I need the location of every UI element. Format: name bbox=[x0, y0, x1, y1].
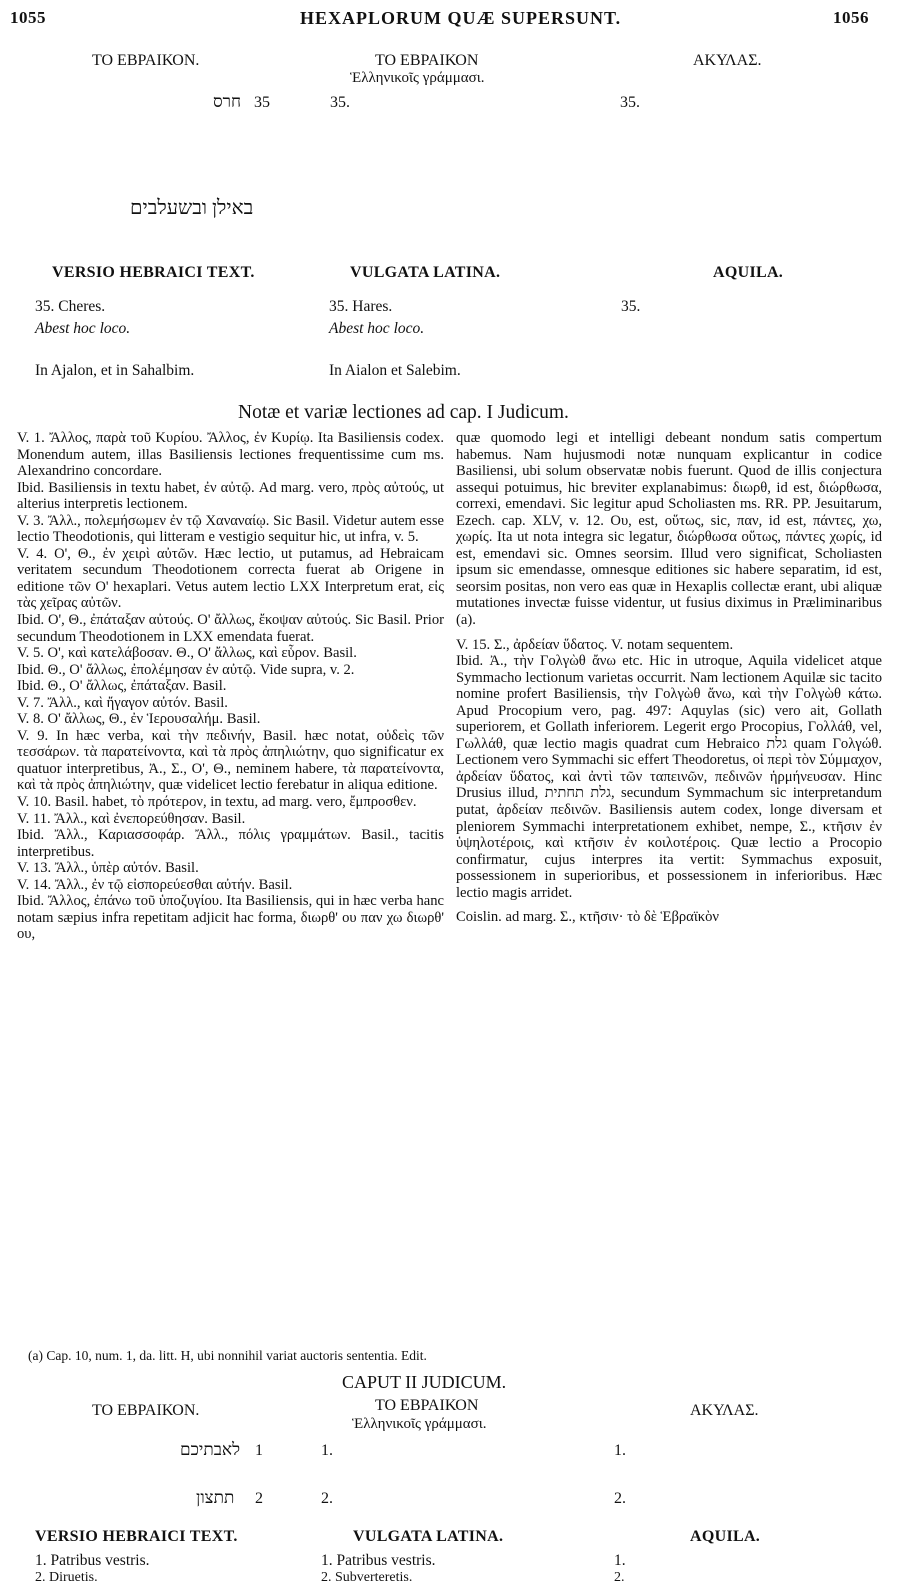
chapter-title: CAPUT II JUDICUM. bbox=[342, 1372, 507, 1392]
notes-title: Notæ et variæ lectiones ad cap. I Judicum. bbox=[238, 402, 569, 423]
note-paragraph: V. 3. Ἄλλ., πολεμήσωμεν ἐν τῷ Χαναναίῳ. Sic Basil. Videtur autem esse lectio Theodotionis, qui litteram e vestigio sequitur hic, ut infra, v. 5. bbox=[17, 512, 444, 546]
aquila-1: 1. bbox=[614, 1552, 626, 1569]
greek-column-35: 35. bbox=[330, 94, 350, 111]
latin-header-1: VERSIO HEBRAICI TEXT. bbox=[52, 264, 255, 281]
note-paragraph: V. 14. Ἄλλ., ἐν τῷ εἰσπορεύεσθαι αὐτήν. Basil. bbox=[17, 876, 293, 893]
hebrew-version-35: 35. Cheres. bbox=[35, 298, 106, 315]
hebrew-version-2: 2. Diruetis. bbox=[35, 1570, 98, 1585]
note-paragraph: Ibid. Θ., Ο' ἄλλως, ἐπολέμησαν ἐν αὐτῷ. Vide supra, v. 2. bbox=[17, 661, 355, 678]
notes-right-column bbox=[456, 430, 882, 926]
aquila-35: 35. bbox=[621, 298, 641, 315]
page-number-left: 1055 bbox=[10, 8, 46, 27]
vulgate-35: 35. Hares. bbox=[329, 298, 393, 315]
aquila-column-1: 1. bbox=[614, 1442, 626, 1459]
hebrew-number-35: 35 bbox=[254, 94, 270, 111]
latin-header-3: AQUILA. bbox=[713, 264, 784, 281]
note-paragraph: V. 10. Basil. habet, τὸ πρότερον, in textu, ad marg. vero, ἔμπροσθεν. bbox=[17, 794, 417, 811]
note-paragraph: V. 13. Ἄλλ., ὑπὲρ αὐτόν. Basil. bbox=[17, 860, 199, 877]
hebrew-word-35: חרס bbox=[213, 92, 242, 111]
footnote: (a) Cap. 10, num. 1, da. litt. H, ubi nonnihil variat auctoris sententia. Edit. bbox=[28, 1348, 427, 1363]
note-paragraph: V. 11. Ἄλλ., καὶ ἐνεπορεύθησαν. Basil. bbox=[17, 810, 246, 827]
greek-column-2: 2. bbox=[321, 1490, 333, 1507]
vulgate-2: 2. Subverteretis. bbox=[321, 1570, 413, 1585]
notes-left-column bbox=[17, 430, 444, 943]
col2-subheader-2: Ἑλληνικοῖς γράμμασι. bbox=[352, 1416, 487, 1432]
note-paragraph: V. 9. In hæc verba, καὶ τὴν πεδινήν, Basil. hæc notat, οὐδεὶς τῶν τεσσάρων. τὰ παρατείνοντα, καὶ τὰ πρὸς ἀπηλιώτην, quo significatur ex quatuor interpretibus, Ἀ., Σ., Ο', Θ., neminem habere, τὰ παρατείνοντα, καὶ τὰ πρὸς ἀπηλιώτην, quæ videlicet lectio ferebatur in aliqua editione. bbox=[17, 727, 444, 794]
note-paragraph: Coislin. ad marg. Σ., κτῆσιν· τὸ δὲ Ἑβραϊκὸν bbox=[456, 909, 720, 926]
aquila-column-35: 35. bbox=[620, 94, 640, 111]
greek-column-1: 1. bbox=[321, 1442, 333, 1459]
latin-header-3-2: AQUILA. bbox=[690, 1528, 761, 1545]
col1-header-2: ΤΟ ΕΒΡΑΙΚΟΝ. bbox=[92, 1402, 200, 1419]
note-paragraph: Ibid. Ἀ., τὴν Γολγὼθ ἄνω etc. Hic in utroque, Aquila videlicet atque Symmacho lectionum varietas occurrit. Nam lectionem Aquilæ sic tacito nomine profert Basiliensis, τὴν Γολγὼθ ἄνω, καὶ τὴν Γολγὼθ κάτω. Apud Procopium vero, pag. 497: Aquylas (sic) vero ait, Gollath superiorem, et Gollath inferiorem. Legerit ergo Procopius, Γολλάθ, vel, Γωλλάθ, quæ lectio magis quadrat cum Hebraico גלת quam Γολγώθ. Lectionem vero Symmachi sic effert Theodoretus, οἱ περὶ τὸν Σύμμαχον, ἀρδείαν ὕδατος, καὶ ἀντὶ τῶν ταπεινῶν, πεδινῶν ἡρμήνευσαν. Hinc Drusius illud, גלת תחתית, secundum Symmachum sic interpretandum putat, ἀρδείαν πεδινῶν. Basiliensis autem codex, longe diversam et pleniorem Symmachi interpretationem exhibet, nempe, Σ., κτῆσιν ἐν ὑψηλοτέροις, καὶ κτῆσιν ἐν κοιλοτέροις. Quæ lectio a Procopio confirmatur, cujus interpres ita vertit: Symmachus exposuit, possessionem in superioribus, et possessionem in inferioribus. Hæc lectio magis arridet. bbox=[456, 653, 883, 901]
vulgate-aialon: In Aialon et Salebim. bbox=[329, 362, 461, 379]
note-paragraph: V. 5. Ο', καὶ κατελάβοσαν. Θ., Ο' ἄλλως, καὶ εὗρον. Basil. bbox=[17, 645, 357, 662]
col2-header-2: ΤΟ ΕΒΡΑΙΚΟΝ bbox=[375, 1397, 479, 1414]
note-paragraph: Ibid. Ἄλλος, ἐπάνω τοῦ ὑποζυγίου. Ita Basiliensis, qui in hæc verba hanc notam sæpius infra repetitam adjicit hac forma, διωρθ' ου παν χω διωρθ' ου, bbox=[17, 893, 444, 943]
note-paragraph: V. 4. Ο', Θ., ἐν χειρὶ αὐτῶν. Hæc lectio, ut putamus, ad Hebraicam veritatem secundum Theodotionem correcta fuerat ab Origene in editione τῶν Ο' hexaplari. Vetus autem lectio LXX Interpretum erat, εἰς τὰς χεῖρας αὐτῶν. bbox=[17, 545, 444, 612]
col3-header: ΑΚΥΛΑΣ. bbox=[693, 52, 762, 69]
abest-note-2: Abest hoc loco. bbox=[329, 320, 425, 337]
col1-header: ΤΟ ΕΒΡΑΙΚΟΝ. bbox=[92, 52, 200, 69]
col2-header: ΤΟ ΕΒΡΑΙΚΟΝ bbox=[375, 52, 479, 69]
note-paragraph: V. 15. Σ., ἀρδείαν ὕδατος. V. notam sequentem. bbox=[456, 636, 734, 653]
note-paragraph: V. 8. Ο' ἄλλως, Θ., ἐν Ἱερουσαλήμ. Basil. bbox=[17, 711, 261, 728]
note-paragraph: quæ quomodo legi et intelligi debeant nondum satis compertum habemus. Nam hujusmodi notæ nunquam explicantur in codice Basiliensi, ubi solum observatæ nobis fuerunt. Quod de illis conjectura assequi potuimus, hic breviter explanabimus: διωρθ, id est, διώρθωσα, correxi, emendavi. Sic legitur apud Scholiasten ms. RR. PP. Jesuitarum, Ezech. cap. XLV, v. 12. Ου, est, οὕτως, sic, παν, id est, πάντες, χω, χωρίς. Ita ut nota integra sic legatur, διώρθωσα οὕτως, πάντες χωρίς, id est, emendavi sic. Omnes seorsim. Illud vero significat, Scholiasten ipsum sic emendasse, omnesque editiones sic habere separatim, id est, seorsim positas, non vero eas quæ in Hexaplis collectæ erant, ubi aliquæ mutationes invectæ fuisse videntur, ut fusius diximus in Præliminaribus (a). bbox=[456, 430, 882, 629]
latin-header-2: VULGATA LATINA. bbox=[350, 264, 501, 281]
latin-header-1-2: VERSIO HEBRAICI TEXT. bbox=[35, 1528, 238, 1545]
abest-note-1: Abest hoc loco. bbox=[35, 320, 131, 337]
latin-header-2-2: VULGATA LATINA. bbox=[353, 1528, 504, 1545]
page-number-right: 1056 bbox=[833, 8, 869, 27]
hebrew-number-1: 1 bbox=[255, 1442, 263, 1459]
hebrew-word-2: תתצון bbox=[196, 1488, 235, 1507]
col2-subheader: Ἑλληνικοῖς γράμμασι. bbox=[350, 70, 485, 86]
aquila-column-2: 2. bbox=[614, 1490, 626, 1507]
hebrew-number-2: 2 bbox=[255, 1490, 263, 1507]
hebrew-word-1: לאבתיכם bbox=[180, 1440, 241, 1459]
vulgate-1: 1. Patribus vestris. bbox=[321, 1552, 436, 1569]
note-paragraph: Ibid. Θ., Ο' ἄλλως, ἐπάταξαν. Basil. bbox=[17, 678, 227, 695]
running-title: HEXAPLORUM QUÆ SUPERSUNT. bbox=[300, 8, 622, 28]
note-paragraph: Ibid. Ο', Θ., ἐπάταξαν αὐτούς. Ο' ἄλλως, ἔκοψαν αὐτούς. Sic Basil. Prior secundum Theodotionem in LXX emendata fuerat. bbox=[17, 612, 444, 645]
hebrew-version-ajalon: In Ajalon, et in Sahalbim. bbox=[35, 362, 195, 379]
note-paragraph: V. 1. Ἄλλος, παρὰ τοῦ Κυρίου. Ἄλλος, ἐν Κυρίῳ. Ita Basiliensis codex. Monendum autem, illas Basiliensis lectiones frequentissime cum ms. Alexandrino concordare. bbox=[17, 430, 444, 480]
hebrew-version-1: 1. Patribus vestris. bbox=[35, 1552, 150, 1569]
hebrew-line: באילן ובשעלבים bbox=[130, 197, 254, 219]
aquila-2: 2. bbox=[614, 1570, 625, 1585]
note-paragraph: Ibid. Ἄλλ., Καριασσοφάρ. Ἄλλ., πόλις γραμμάτων. Basil., tacitis interpretibus. bbox=[17, 827, 444, 860]
col3-header-2: ΑΚΥΛΑΣ. bbox=[690, 1402, 759, 1419]
note-paragraph: V. 7. Ἄλλ., καὶ ἤγαγον αὐτόν. Basil. bbox=[17, 694, 228, 711]
note-paragraph: Ibid. Basiliensis in textu habet, ἐν αὐτῷ. Ad marg. vero, πρὸς αὐτούς, ut alterius interpretis lectionem. bbox=[17, 479, 444, 513]
